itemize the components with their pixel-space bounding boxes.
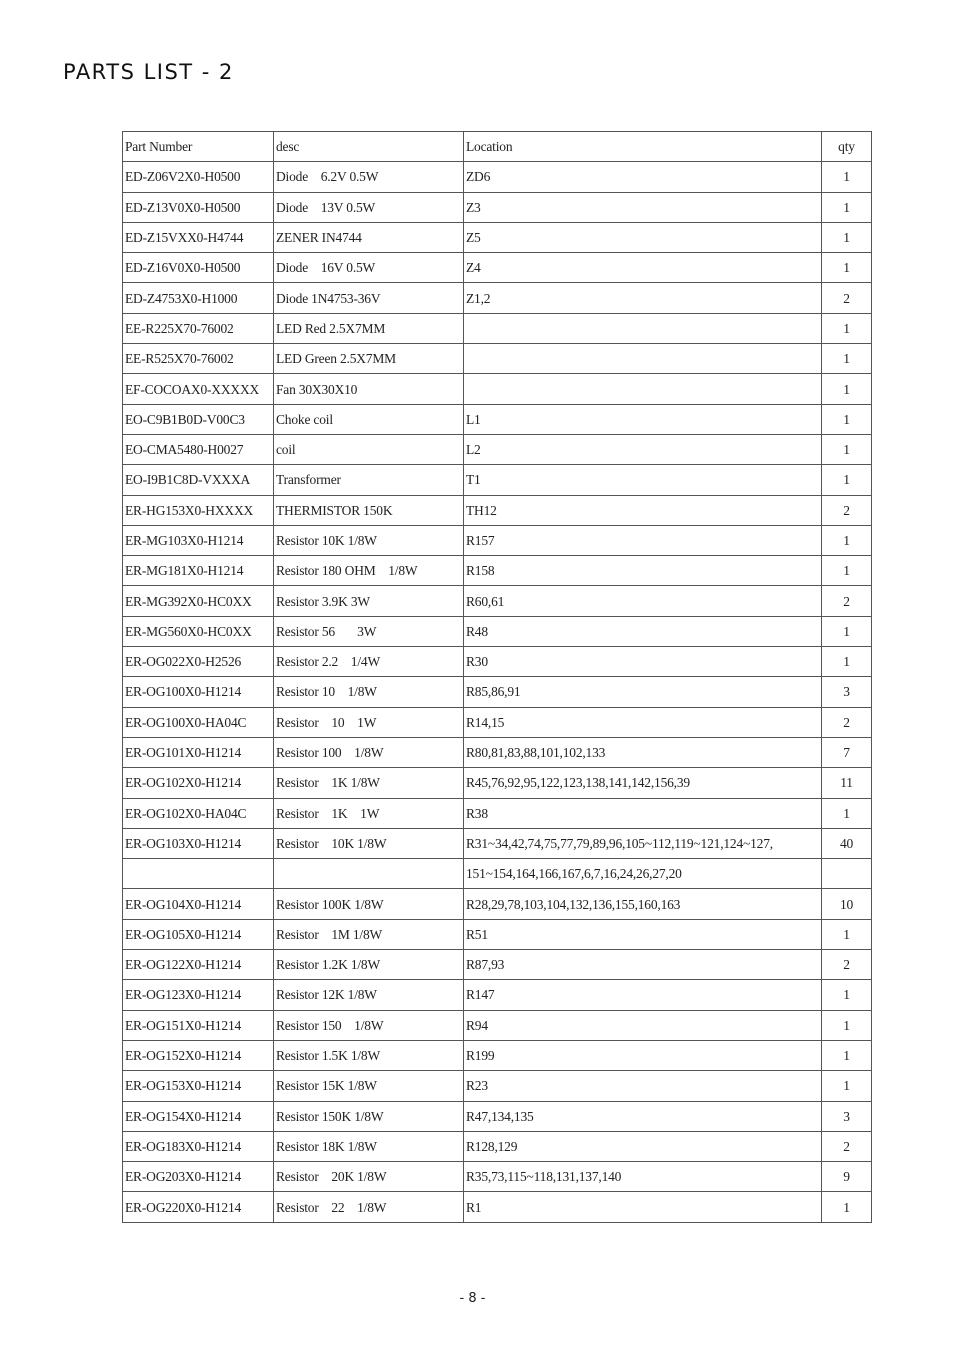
cell-location <box>464 313 822 343</box>
cell-part-number: ER-HG153X0-HXXXX <box>123 495 274 525</box>
table-row <box>123 434 872 464</box>
cell-location: R23 <box>464 1071 822 1101</box>
cell-part-number: ED-Z15VXX0-H4744 <box>123 222 274 252</box>
cell-desc: Resistor 3.9K 3W <box>274 586 464 616</box>
table-row <box>123 586 872 616</box>
cell-location: R14,15 <box>464 707 822 737</box>
table-row <box>123 162 872 192</box>
table-row <box>123 707 872 737</box>
cell-part-number: ER-OG102X0-H1214 <box>123 768 274 798</box>
cell-location: R60,61 <box>464 586 822 616</box>
table-header-row <box>123 132 872 162</box>
table-row <box>123 465 872 495</box>
cell-qty: 1 <box>822 1192 872 1222</box>
cell-location: R51 <box>464 919 822 949</box>
table-row <box>123 374 872 404</box>
column-header-location: Location <box>464 132 822 162</box>
cell-part-number: ER-OG220X0-H1214 <box>123 1192 274 1222</box>
cell-location: R47,134,135 <box>464 1101 822 1131</box>
cell-qty: 1 <box>822 253 872 283</box>
cell-location: R35,73,115~118,131,137,140 <box>464 1162 822 1192</box>
cell-desc: Resistor 10K 1/8W <box>274 525 464 555</box>
cell-desc: Resistor 100 1/8W <box>274 737 464 767</box>
cell-qty: 1 <box>822 374 872 404</box>
cell-qty: 9 <box>822 1162 872 1192</box>
cell-part-number: EE-R525X70-76002 <box>123 344 274 374</box>
cell-desc: Resistor 1K 1W <box>274 798 464 828</box>
cell-qty: 1 <box>822 162 872 192</box>
cell-qty: 1 <box>822 980 872 1010</box>
table-row <box>123 616 872 646</box>
cell-desc: THERMISTOR 150K <box>274 495 464 525</box>
cell-desc: Resistor 20K 1/8W <box>274 1162 464 1192</box>
cell-location: R128,129 <box>464 1131 822 1161</box>
table-row <box>123 1040 872 1070</box>
cell-qty: 2 <box>822 950 872 980</box>
cell-desc <box>274 859 464 889</box>
cell-location: R1 <box>464 1192 822 1222</box>
table-row <box>123 313 872 343</box>
parts-table-body <box>123 162 872 1222</box>
table-row <box>123 768 872 798</box>
cell-desc: coil <box>274 434 464 464</box>
cell-part-number: ER-MG103X0-H1214 <box>123 525 274 555</box>
table-row <box>123 222 872 252</box>
cell-desc: Resistor 56 3W <box>274 616 464 646</box>
cell-location: L1 <box>464 404 822 434</box>
cell-location: R28,29,78,103,104,132,136,155,160,163 <box>464 889 822 919</box>
cell-location: 151~154,164,166,167,6,7,16,24,26,27,20 <box>464 859 822 889</box>
cell-qty: 1 <box>822 404 872 434</box>
cell-qty: 1 <box>822 616 872 646</box>
cell-part-number: EF-COCOAX0-XXXXX <box>123 374 274 404</box>
cell-location: R157 <box>464 525 822 555</box>
cell-desc: ZENER IN4744 <box>274 222 464 252</box>
cell-qty: 3 <box>822 677 872 707</box>
page-number: - 8 - <box>459 1291 486 1306</box>
cell-qty: 40 <box>822 828 872 858</box>
cell-qty: 10 <box>822 889 872 919</box>
cell-desc: Resistor 10K 1/8W <box>274 828 464 858</box>
cell-location: Z3 <box>464 192 822 222</box>
cell-qty: 1 <box>822 525 872 555</box>
cell-desc: Resistor 10 1/8W <box>274 677 464 707</box>
cell-part-number: ED-Z16V0X0-H0500 <box>123 253 274 283</box>
cell-qty: 1 <box>822 465 872 495</box>
table-row <box>123 556 872 586</box>
cell-part-number: ER-OG022X0-H2526 <box>123 647 274 677</box>
cell-qty: 2 <box>822 495 872 525</box>
cell-location: ZD6 <box>464 162 822 192</box>
cell-qty: 2 <box>822 707 872 737</box>
table-row <box>123 798 872 828</box>
cell-desc: Resistor 180 OHM 1/8W <box>274 556 464 586</box>
cell-part-number: EO-CMA5480-H0027 <box>123 434 274 464</box>
cell-desc: Transformer <box>274 465 464 495</box>
cell-part-number: ER-OG105X0-H1214 <box>123 919 274 949</box>
cell-location: Z4 <box>464 253 822 283</box>
cell-part-number: ED-Z4753X0-H1000 <box>123 283 274 313</box>
cell-desc: Choke coil <box>274 404 464 434</box>
cell-qty: 1 <box>822 919 872 949</box>
cell-qty: 7 <box>822 737 872 767</box>
cell-part-number: EO-I9B1C8D-VXXXA <box>123 465 274 495</box>
cell-desc: Fan 30X30X10 <box>274 374 464 404</box>
cell-desc: Resistor 100K 1/8W <box>274 889 464 919</box>
cell-desc: Diode 6.2V 0.5W <box>274 162 464 192</box>
table-row <box>123 737 872 767</box>
cell-location: R30 <box>464 647 822 677</box>
cell-desc: Resistor 12K 1/8W <box>274 980 464 1010</box>
table-row <box>123 919 872 949</box>
cell-qty: 1 <box>822 1071 872 1101</box>
cell-part-number: ER-OG151X0-H1214 <box>123 1010 274 1040</box>
cell-location: R38 <box>464 798 822 828</box>
cell-qty: 2 <box>822 1131 872 1161</box>
table-row <box>123 950 872 980</box>
cell-location: R147 <box>464 980 822 1010</box>
cell-qty: 2 <box>822 283 872 313</box>
parts-table <box>122 131 872 1223</box>
cell-part-number: EE-R225X70-76002 <box>123 313 274 343</box>
table-row <box>123 283 872 313</box>
cell-part-number: ER-OG183X0-H1214 <box>123 1131 274 1161</box>
cell-part-number: ER-OG122X0-H1214 <box>123 950 274 980</box>
cell-part-number: ER-OG123X0-H1214 <box>123 980 274 1010</box>
page-title: PARTS LIST - 2 <box>63 60 234 84</box>
table-row <box>123 525 872 555</box>
cell-desc: LED Red 2.5X7MM <box>274 313 464 343</box>
cell-location: R45,76,92,95,122,123,138,141,142,156,39 <box>464 768 822 798</box>
cell-part-number: ED-Z06V2X0-H0500 <box>123 162 274 192</box>
cell-location: Z1,2 <box>464 283 822 313</box>
cell-part-number: ER-OG203X0-H1214 <box>123 1162 274 1192</box>
cell-part-number <box>123 859 274 889</box>
cell-part-number: ER-OG154X0-H1214 <box>123 1101 274 1131</box>
cell-location <box>464 374 822 404</box>
column-header-desc: desc <box>274 132 464 162</box>
cell-desc: LED Green 2.5X7MM <box>274 344 464 374</box>
cell-location: R80,81,83,88,101,102,133 <box>464 737 822 767</box>
cell-desc: Resistor 15K 1/8W <box>274 1071 464 1101</box>
table-row <box>123 1162 872 1192</box>
cell-part-number: ER-MG560X0-HC0XX <box>123 616 274 646</box>
cell-part-number: ER-MG392X0-HC0XX <box>123 586 274 616</box>
cell-desc: Resistor 1K 1/8W <box>274 768 464 798</box>
cell-part-number: ER-OG102X0-HA04C <box>123 798 274 828</box>
cell-location: R94 <box>464 1010 822 1040</box>
table-row <box>123 1010 872 1040</box>
cell-desc: Resistor 2.2 1/4W <box>274 647 464 677</box>
cell-qty: 1 <box>822 1040 872 1070</box>
table-row <box>123 1071 872 1101</box>
cell-desc: Resistor 1M 1/8W <box>274 919 464 949</box>
cell-location: R87,93 <box>464 950 822 980</box>
cell-part-number: ER-OG100X0-H1214 <box>123 677 274 707</box>
cell-location: R158 <box>464 556 822 586</box>
cell-location: T1 <box>464 465 822 495</box>
table-row <box>123 677 872 707</box>
cell-desc: Resistor 1.5K 1/8W <box>274 1040 464 1070</box>
cell-part-number: ER-OG103X0-H1214 <box>123 828 274 858</box>
cell-qty: 1 <box>822 192 872 222</box>
cell-desc: Diode 1N4753-36V <box>274 283 464 313</box>
column-header-qty: qty <box>822 132 872 162</box>
table-row <box>123 828 872 858</box>
table-row <box>123 980 872 1010</box>
cell-location: R199 <box>464 1040 822 1070</box>
cell-location: TH12 <box>464 495 822 525</box>
cell-location <box>464 344 822 374</box>
cell-desc: Resistor 10 1W <box>274 707 464 737</box>
cell-location: L2 <box>464 434 822 464</box>
cell-part-number: ER-MG181X0-H1214 <box>123 556 274 586</box>
table-row <box>123 253 872 283</box>
cell-part-number: ER-OG100X0-HA04C <box>123 707 274 737</box>
cell-qty: 1 <box>822 434 872 464</box>
cell-qty: 1 <box>822 222 872 252</box>
column-header-part-number: Part Number <box>123 132 274 162</box>
cell-desc: Resistor 18K 1/8W <box>274 1131 464 1161</box>
cell-qty: 1 <box>822 647 872 677</box>
cell-desc: Diode 13V 0.5W <box>274 192 464 222</box>
cell-part-number: ER-OG101X0-H1214 <box>123 737 274 767</box>
cell-desc: Resistor 150 1/8W <box>274 1010 464 1040</box>
table-row <box>123 1131 872 1161</box>
cell-qty: 1 <box>822 798 872 828</box>
table-row <box>123 1192 872 1222</box>
cell-desc: Resistor 22 1/8W <box>274 1192 464 1222</box>
cell-qty: 1 <box>822 1010 872 1040</box>
cell-part-number: ED-Z13V0X0-H0500 <box>123 192 274 222</box>
table-row <box>123 1101 872 1131</box>
table-row <box>123 192 872 222</box>
table-row <box>123 495 872 525</box>
cell-qty: 1 <box>822 313 872 343</box>
cell-part-number: EO-C9B1B0D-V00C3 <box>123 404 274 434</box>
cell-location: R31~34,42,74,75,77,79,89,96,105~112,119~121,124~127, <box>464 828 822 858</box>
cell-location: R85,86,91 <box>464 677 822 707</box>
table-row <box>123 859 872 889</box>
table-row <box>123 344 872 374</box>
cell-qty <box>822 859 872 889</box>
cell-qty: 1 <box>822 556 872 586</box>
table-row <box>123 647 872 677</box>
cell-qty: 11 <box>822 768 872 798</box>
cell-location: Z5 <box>464 222 822 252</box>
cell-desc: Resistor 1.2K 1/8W <box>274 950 464 980</box>
cell-desc: Diode 16V 0.5W <box>274 253 464 283</box>
cell-qty: 2 <box>822 586 872 616</box>
cell-part-number: ER-OG104X0-H1214 <box>123 889 274 919</box>
cell-qty: 3 <box>822 1101 872 1131</box>
table-row <box>123 404 872 434</box>
cell-desc: Resistor 150K 1/8W <box>274 1101 464 1131</box>
cell-part-number: ER-OG153X0-H1214 <box>123 1071 274 1101</box>
cell-location: R48 <box>464 616 822 646</box>
cell-qty: 1 <box>822 344 872 374</box>
cell-part-number: ER-OG152X0-H1214 <box>123 1040 274 1070</box>
table-row <box>123 889 872 919</box>
